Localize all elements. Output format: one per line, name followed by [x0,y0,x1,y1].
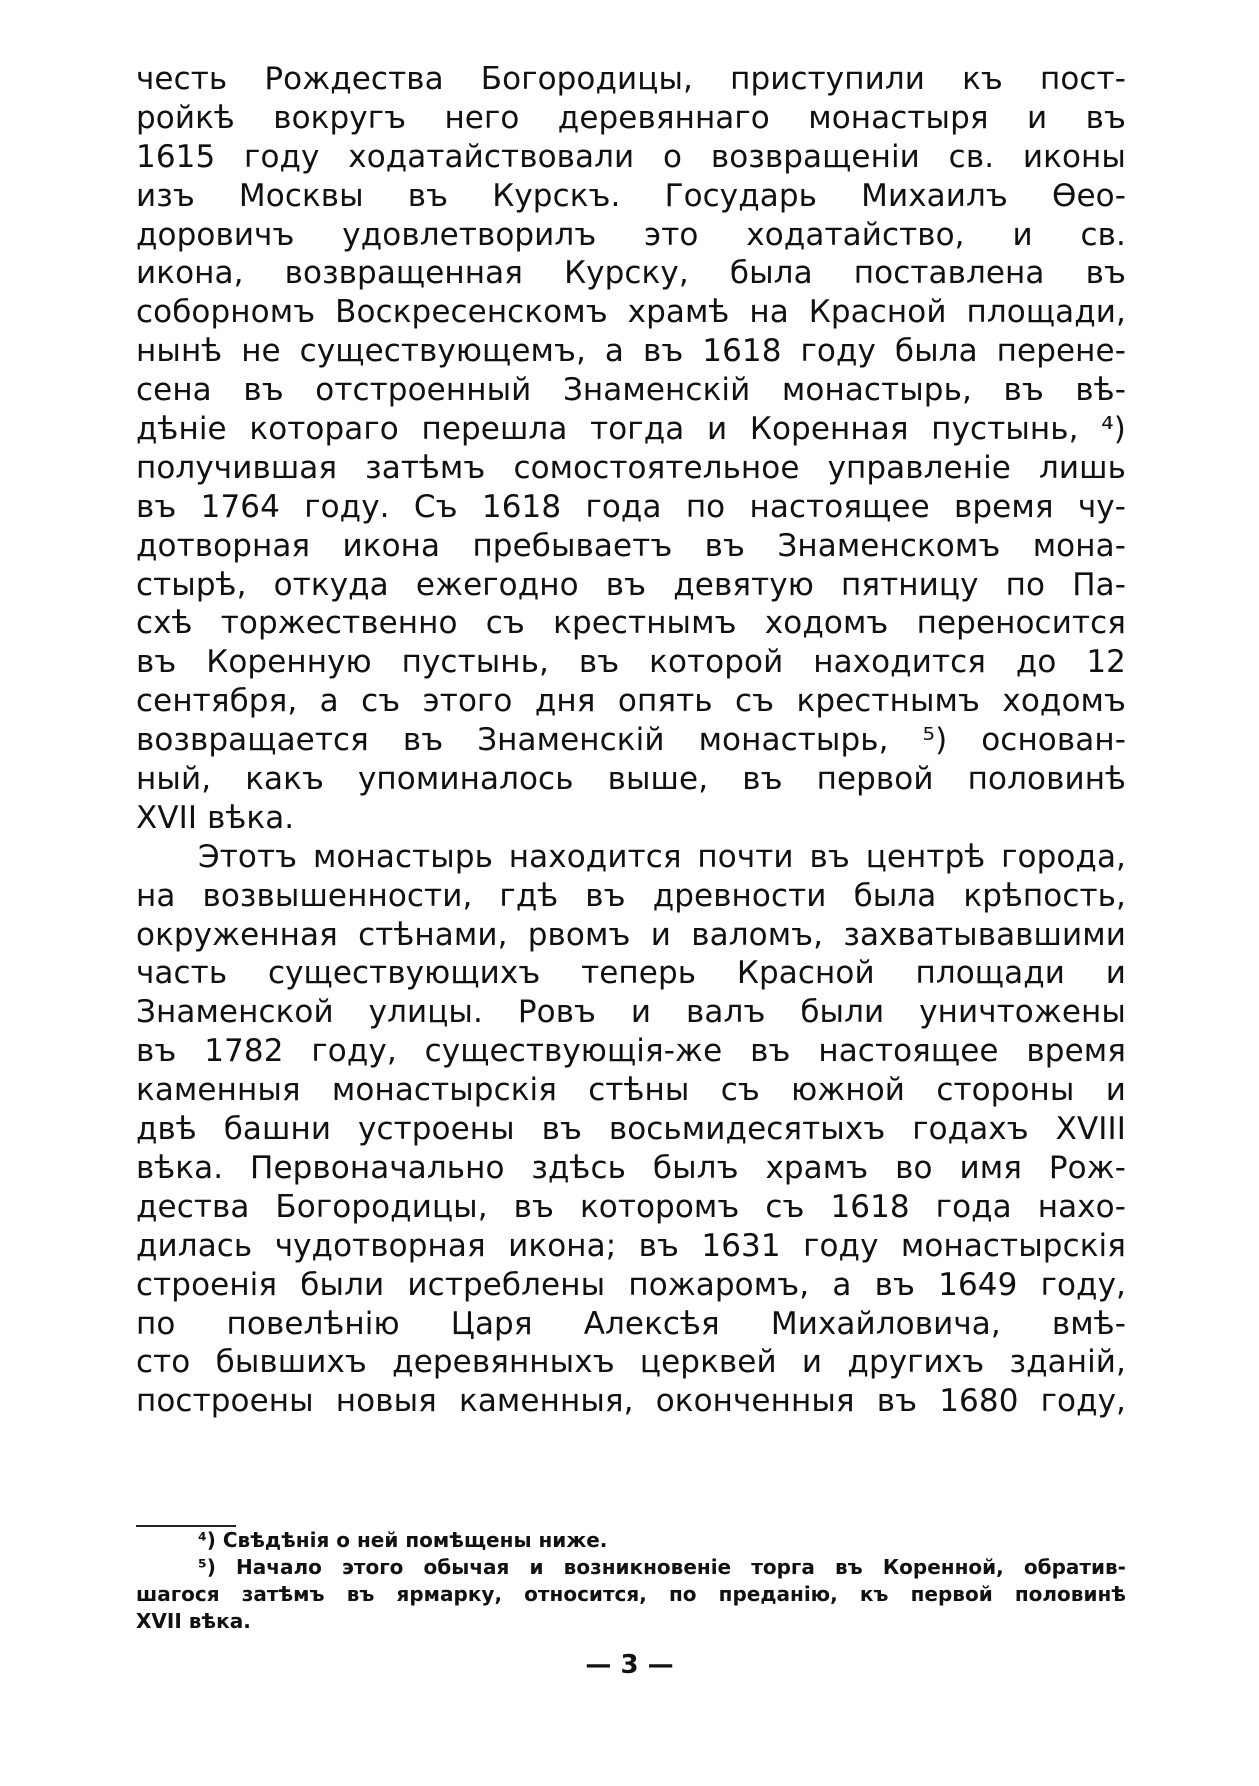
body-text [136,60,1126,1421]
body-line: въ Коренную пустынь, въ которой находится до 12 [136,644,1126,681]
footnote-line: XVII вѣка. [136,1609,251,1633]
body-line: по повелѣнiю Царя Алексѣя Михайловича, вмѣ- [136,1305,1126,1342]
body-line: дилась чудотворная икона; въ 1631 году монастырскiя [136,1227,1126,1264]
body-line: Знаменской улицы. Ровъ и валъ были уничтожены [136,994,1126,1031]
body-line: каменныя монастырскiя стѣны съ южной стороны и [136,1072,1126,1109]
body-line: ройкѣ вокругъ него деревяннаго монастыря и въ [136,99,1126,136]
footnotes [136,1527,1126,1635]
body-line: двѣ башни устроены въ восьмидесятыхъ годахъ XVIII [136,1111,1126,1148]
body-line: XVII вѣка. [136,799,295,836]
body-line: часть существующихъ теперь Красной площади и [136,955,1126,992]
body-line: въ 1782 году, существующiя-же въ настоящее время [136,1033,1126,1070]
body-line: вѣка. Первоначально здѣсь былъ храмъ во имя Рож- [136,1149,1126,1186]
body-line: стырѣ, откуда ежегодно въ девятую пятницу по Па- [136,566,1126,603]
body-line: честь Рождества Богородицы, приступили къ пост- [136,61,1126,97]
body-line: доровичъ удовлетворилъ это ходатайство, и св. [136,216,1126,253]
body-line: соборномъ Воскресенскомъ храмѣ на Красной площади, [136,294,1126,331]
body-line: дества Богородицы, въ которомъ съ 1618 года нахо- [136,1188,1126,1225]
body-line: нынѣ не существующемъ, а въ 1618 году была перене- [136,333,1126,370]
footnote-line: ⁴) Свѣдѣнiя о ней помѣщены ниже. [198,1528,608,1552]
footnote-line: шагося затѣмъ въ ярмарку, относится, по преданiю, къ первой половинѣ [136,1582,1126,1606]
body-line: дотворная икона пребываетъ въ Знаменскомъ мона- [136,527,1126,564]
page-number: — 3 — [585,1650,674,1680]
body-line: окруженная стѣнами, рвомъ и валомъ, захватывавшими [136,916,1126,953]
body-line: построены новыя каменныя, оконченныя въ 1680 году, [136,1383,1126,1420]
body-line: 1615 году ходатайствовали о возвращенiи св. иконы [136,138,1126,175]
body-line: изъ Москвы въ Курскъ. Государь Михаилъ Ѳео- [136,177,1126,214]
body-line: схѣ торжественно съ крестнымъ ходомъ переносится [136,605,1126,642]
body-line: возвращается въ Знаменскiй монастырь, ⁵) основан- [136,722,1126,759]
body-line: ный, какъ упоминалось выше, въ первой половинѣ [136,761,1126,798]
body-line: строенiя были истреблены пожаромъ, а въ 1649 году, [136,1266,1126,1303]
body-line: въ 1764 году. Съ 1618 года по настоящее время чу- [136,488,1126,525]
body-line: икона, возвращенная Курску, была поставлена въ [136,255,1126,292]
body-line: сена въ отстроенный Знаменскiй монастырь, въ вѣ- [136,372,1126,409]
body-line: на возвышенности, гдѣ въ древности была крѣпость, [136,877,1126,914]
body-line: Этотъ монастырь находится почти въ центрѣ города, [198,838,1126,875]
body-line: получившая затѣмъ сомостоятельное управленiе лишь [136,449,1126,486]
footnote-line: ⁵) Начало этого обычая и возникновенiе торга въ Коренной, обратив- [198,1555,1126,1579]
body-line: сентября, а съ этого дня опять съ крестнымъ ходомъ [136,683,1126,720]
body-line: дѣнiе котораго перешла тогда и Коренная пустынь, ⁴) [136,411,1126,448]
body-line: сто бывшихъ деревянныхъ церквей и другихъ зданiй, [136,1344,1126,1381]
